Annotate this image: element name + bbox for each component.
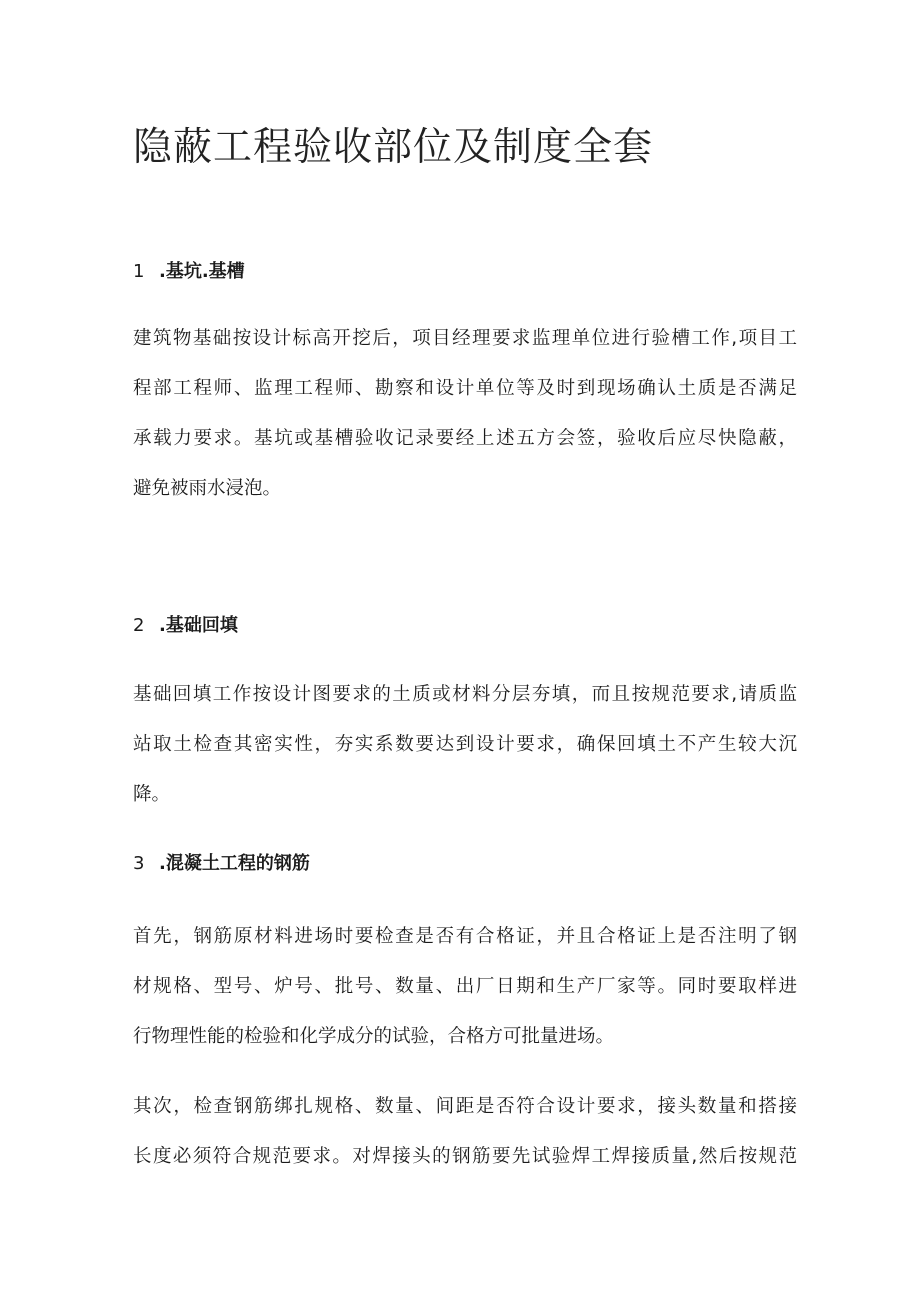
section-heading-2 (133, 611, 238, 641)
section-number: 2 (133, 615, 145, 636)
section-heading-3 (133, 849, 310, 879)
text-line: 长度必须符合规范要求。对焊接头的钢筋要先试验焊工焊接质量,然后按规范 (133, 1146, 797, 1167)
text-line: 降。 (133, 784, 171, 805)
section-3-paragraph-2 (133, 1082, 797, 1182)
text-line: 程部工程师、监理工程师、勘察和设计单位等及时到现场确认土质是否满足 (133, 378, 797, 399)
text-line: 承载力要求。基坑或基槽验收记录要经上述五方会签，验收后应尽快隐蔽， (133, 428, 797, 449)
section-3-paragraph-1 (133, 912, 797, 1062)
section-title: .混凝土工程的钢筋 (159, 853, 310, 874)
section-title: .基础回填 (159, 615, 238, 636)
text-line: 基础回填工作按设计图要求的土质或材料分层夯填，而且按规范要求,请质监 (133, 684, 797, 705)
section-1-paragraph-1 (133, 314, 797, 514)
text-line: 站取土检查其密实性，夯实系数要达到设计要求，确保回填土不产生较大沉 (133, 734, 797, 755)
text-line: 建筑物基础按设计标高开挖后，项目经理要求监理单位进行验槽工作,项目工 (133, 328, 797, 349)
section-number: 1 (133, 261, 145, 282)
section-heading-1 (133, 257, 245, 287)
section-number: 3 (133, 853, 145, 874)
document-title: 隐蔽工程验收部位及制度全套 (133, 125, 654, 170)
text-line: 避免被雨水浸泡。 (133, 478, 282, 499)
section-2-paragraph-1 (133, 670, 797, 820)
text-line: 其次，检查钢筋绑扎规格、数量、间距是否符合设计要求，接头数量和搭接 (133, 1096, 797, 1117)
text-line: 行物理性能的检验和化学成分的试验，合格方可批量进场。 (133, 1026, 615, 1047)
section-title: .基坑.基槽 (159, 261, 245, 282)
text-line: 首先，钢筋原材料进场时要检查是否有合格证，并且合格证上是否注明了钢 (133, 926, 797, 947)
text-line: 材规格、型号、炉号、批号、数量、出厂日期和生产厂家等。同时要取样进 (133, 976, 797, 997)
